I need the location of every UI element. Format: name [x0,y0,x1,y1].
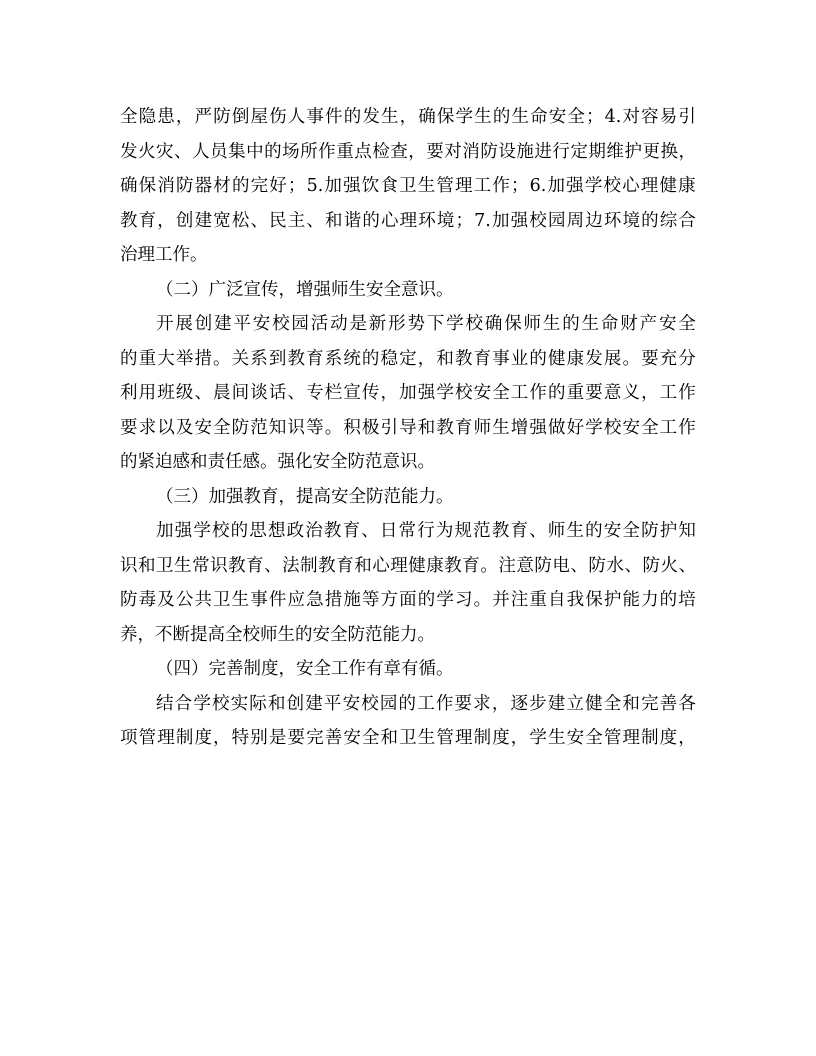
text-line: 加 强 学 校 的 思 想 政 治 教 育 、 日 常 行 为 规 范 教 育 、 师 生 的 安 全 防 护 知 [156,521,696,541]
text-line: 教 育 ， 创 建 宽 松 、 民 主 、 和 谐 的 心 理 环 境 ； 7. 加 强 校 园 周 边 环 境 的 综 合 [120,210,696,231]
text-line: 要 求 以 及 安 全 防 范 知 识 等 。 积 极 引 导 和 教 育 师 生 增 强 做 好 学 校 安 全 工 作 [120,417,696,438]
text-line: （三）加强教育，提高安全防范能力。 [156,486,454,507]
text-line: 的紧迫感和责任感。强化安全防范意识。 [120,452,435,472]
text-line: 治理工作。 [120,245,208,265]
document-page [120,100,696,756]
text-line: 结 合 学 校 实 际 和 创 建 平 安 校 园 的 工 作 要 求 ， 逐 步 建 立 健 全 和 完 善 各 [156,693,696,714]
text-line: （四）完善制度，安全工作有章有循。 [156,659,454,679]
text-line: 识 和 卫 生 常 识 教 育 、 法 制 教 育 和 心 理 健 康 教 育 。 注 意 防 电 、 防 水 、 防 火 、 [120,555,696,576]
text-line: 利 用 班 级 、 晨 间 谈 话 、 专 栏 宣 传 ， 加 强 学 校 安 全 工 作 的 重 要 意 义 ， 工 作 [120,383,696,403]
text-line: 发 火 灾 、 人 员 集 中 的 场 所 作 重 点 检 查 ， 要 对 消 防 设 施 进 行 定 期 维 护 更 换 ， [120,141,696,162]
text-line: 项 管 理 制 度 ， 特 别 是 要 完 善 安 全 和 卫 生 管 理 制 度 ， 学 生 安 全 管 理 制 度 ， [120,728,696,748]
text-line: 的 重 大 举 措 。 关 系 到 教 育 系 统 的 稳 定 ， 和 教 育 事 业 的 健 康 发 展 。 要 充 分 [120,348,696,369]
text-line: 确 保 消 防 器 材 的 完 好 ； 5. 加 强 饮 食 卫 生 管 理 工 作 ； 6. 加 强 学 校 心 理 健 康 [120,176,696,196]
text-line: 养，不断提高全校师生的安全防范能力。 [120,624,435,645]
text-line: 开 展 创 建 平 安 校 园 活 动 是 新 形 势 下 学 校 确 保 师 生 的 生 命 财 产 安 全 [156,314,696,334]
text-line: （二）广泛宣传，增强师生安全意识。 [156,279,454,300]
text-line: 全 隐 患 ， 严 防 倒 屋 伤 人 事 件 的 发 生 ， 确 保 学 生 的 生 命 安 全 ； 4. 对 容 易 引 [120,107,696,127]
text-line: 防 毒 及 公 共 卫 生 事 件 应 急 措 施 等 方 面 的 学 习 。 并 注 重 自 我 保 护 能 力 的 培 [120,590,696,610]
